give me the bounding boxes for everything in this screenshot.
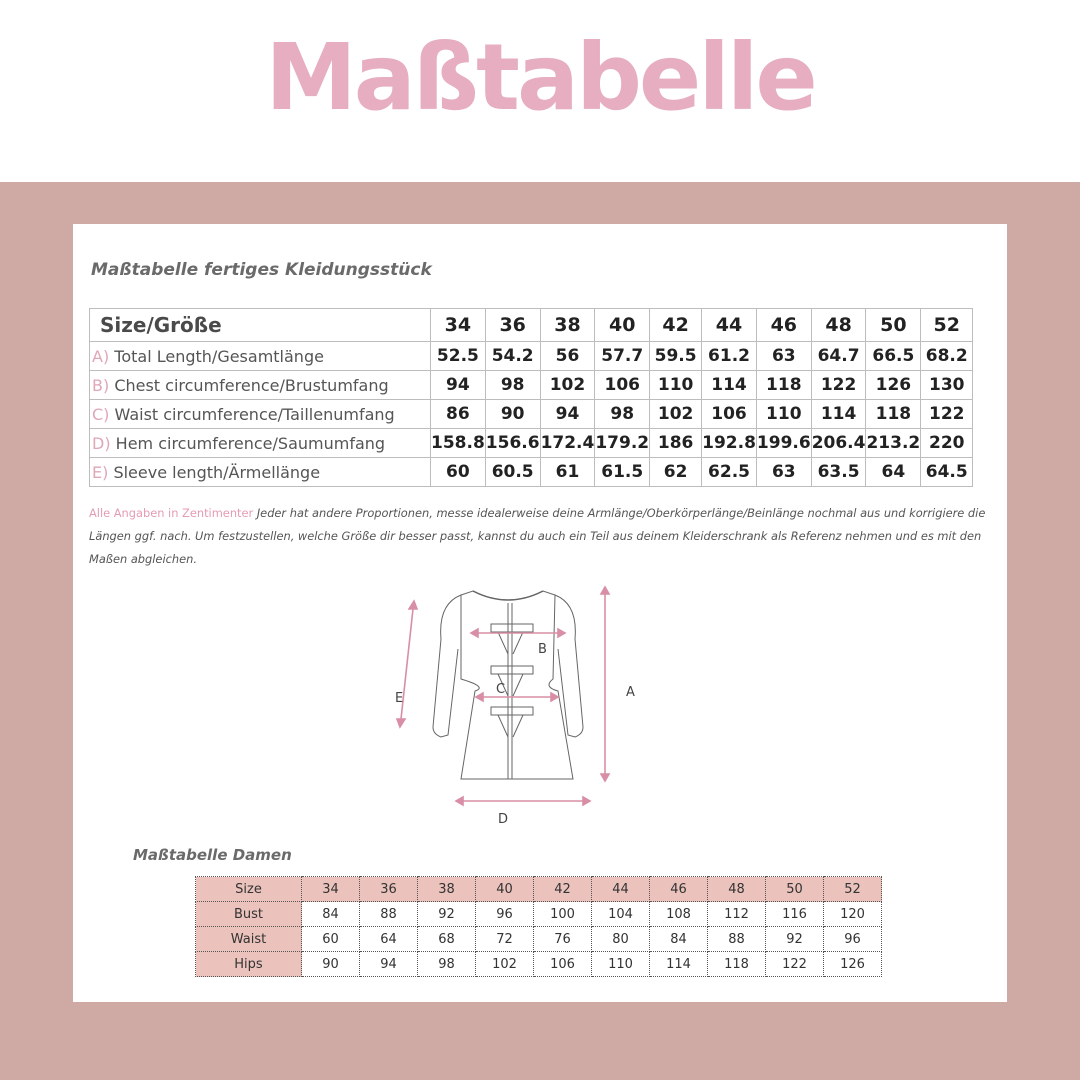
table-row — [90, 429, 973, 458]
note-highlight: Alle Angaben in Zentimenter — [89, 506, 254, 520]
value-cell: 96 — [476, 902, 534, 927]
row-label: C) Waist circumference/Taillenumfang — [90, 400, 431, 429]
value-cell: 68.2 — [921, 342, 973, 371]
size-chart-panel — [73, 224, 1007, 1002]
value-cell: 84 — [302, 902, 360, 927]
women-size-table — [195, 876, 882, 977]
garment-diagram — [383, 579, 683, 829]
value-cell: 102 — [540, 371, 595, 400]
table-row — [90, 371, 973, 400]
value-cell: 63 — [756, 458, 811, 487]
value-cell: 116 — [766, 902, 824, 927]
value-cell: 94 — [431, 371, 486, 400]
value-cell: 179.2 — [595, 429, 650, 458]
value-cell: 90 — [485, 400, 540, 429]
value-cell: 98 — [595, 400, 650, 429]
row-label: E) Sleeve length/Ärmellänge — [90, 458, 431, 487]
value-cell: 64.7 — [811, 342, 866, 371]
label-b: B — [538, 642, 547, 657]
value-cell: 60.5 — [485, 458, 540, 487]
size-cell: 34 — [302, 877, 360, 902]
value-cell: 120 — [824, 902, 882, 927]
value-cell: 98 — [418, 952, 476, 977]
value-cell: 206.4 — [811, 429, 866, 458]
value-cell: 106 — [702, 400, 757, 429]
value-cell: 62 — [650, 458, 702, 487]
table-row — [196, 927, 882, 952]
label-c: C — [496, 682, 506, 697]
value-cell: 54.2 — [485, 342, 540, 371]
value-cell: 220 — [921, 429, 973, 458]
value-cell: 80 — [592, 927, 650, 952]
value-cell: 72 — [476, 927, 534, 952]
size-cell: 38 — [418, 877, 476, 902]
size-cell: 46 — [756, 309, 811, 342]
table-row — [196, 952, 882, 977]
table-row — [90, 400, 973, 429]
size-cell: 38 — [540, 309, 595, 342]
value-cell: 126 — [824, 952, 882, 977]
value-cell: 64 — [360, 927, 418, 952]
value-cell: 63.5 — [811, 458, 866, 487]
value-cell: 110 — [592, 952, 650, 977]
value-cell: 76 — [534, 927, 592, 952]
size-cell: 42 — [650, 309, 702, 342]
women-table-title: Maßtabelle Damen — [133, 846, 292, 864]
row-label: D) Hem circumference/Saumumfang — [90, 429, 431, 458]
value-cell: 64.5 — [921, 458, 973, 487]
value-cell: 106 — [534, 952, 592, 977]
value-cell: 86 — [431, 400, 486, 429]
value-cell: 199.6 — [756, 429, 811, 458]
label-e: E — [395, 691, 404, 706]
value-cell: 112 — [708, 902, 766, 927]
value-cell: 100 — [534, 902, 592, 927]
size-cell: 40 — [476, 877, 534, 902]
size-cell: 40 — [595, 309, 650, 342]
value-cell: 108 — [650, 902, 708, 927]
value-cell: 114 — [650, 952, 708, 977]
value-cell: 96 — [824, 927, 882, 952]
size-cell: 48 — [811, 309, 866, 342]
value-cell: 130 — [921, 371, 973, 400]
value-cell: 84 — [650, 927, 708, 952]
table-row — [90, 342, 973, 371]
value-cell: 62.5 — [702, 458, 757, 487]
size-cell: 34 — [431, 309, 486, 342]
value-cell: 57.7 — [595, 342, 650, 371]
value-cell: 122 — [921, 400, 973, 429]
value-cell: 61.5 — [595, 458, 650, 487]
value-cell: 110 — [650, 371, 702, 400]
value-cell: 192.8 — [702, 429, 757, 458]
row-label: Waist — [196, 927, 302, 952]
table-header-row — [196, 877, 882, 902]
value-cell: 114 — [811, 400, 866, 429]
value-cell: 114 — [702, 371, 757, 400]
value-cell: 92 — [766, 927, 824, 952]
value-cell: 110 — [756, 400, 811, 429]
value-cell: 104 — [592, 902, 650, 927]
label-a: A — [626, 685, 635, 700]
value-cell: 61.2 — [702, 342, 757, 371]
value-cell: 56 — [540, 342, 595, 371]
value-cell: 94 — [540, 400, 595, 429]
value-cell: 102 — [650, 400, 702, 429]
table-header-row — [90, 309, 973, 342]
value-cell: 60 — [431, 458, 486, 487]
value-cell: 156.6 — [485, 429, 540, 458]
value-cell: 64 — [866, 458, 921, 487]
size-cell: 44 — [702, 309, 757, 342]
value-cell: 102 — [476, 952, 534, 977]
value-cell: 88 — [360, 902, 418, 927]
value-cell: 172.4 — [540, 429, 595, 458]
garment-size-table — [89, 308, 973, 487]
row-label: B) Chest circumference/Brustumfang — [90, 371, 431, 400]
value-cell: 60 — [302, 927, 360, 952]
value-cell: 213.2 — [866, 429, 921, 458]
value-cell: 68 — [418, 927, 476, 952]
size-cell: 36 — [485, 309, 540, 342]
row-label: A) Total Length/Gesamtlänge — [90, 342, 431, 371]
value-cell: 59.5 — [650, 342, 702, 371]
value-cell: 88 — [708, 927, 766, 952]
value-cell: 118 — [866, 400, 921, 429]
row-label: Bust — [196, 902, 302, 927]
size-cell: 36 — [360, 877, 418, 902]
value-cell: 94 — [360, 952, 418, 977]
measurement-note — [89, 502, 989, 571]
garment-table-title: Maßtabelle fertiges Kleidungsstück — [91, 260, 432, 280]
note-text: Jeder hat andere Proportionen, messe idealerweise deine Armlänge/Oberkörperlänge/Beinlänge nochmal aus und korrigiere die Längen ggf. nach. Um festzustellen, welche Größe dir besser passt, kannst du auch ein Teil aus deinem Kleiderschrank als Referenz nehmen und es mit den Maßen abgleichen. — [89, 506, 986, 566]
size-cell: 50 — [766, 877, 824, 902]
value-cell: 126 — [866, 371, 921, 400]
table-row — [196, 902, 882, 927]
size-cell: 42 — [534, 877, 592, 902]
table-row — [90, 458, 973, 487]
header-label: Size — [196, 877, 302, 902]
size-cell: 50 — [866, 309, 921, 342]
size-cell: 48 — [708, 877, 766, 902]
value-cell: 118 — [756, 371, 811, 400]
value-cell: 61 — [540, 458, 595, 487]
label-d: D — [498, 812, 509, 827]
value-cell: 63 — [756, 342, 811, 371]
size-cell: 52 — [824, 877, 882, 902]
value-cell: 90 — [302, 952, 360, 977]
size-cell: 46 — [650, 877, 708, 902]
value-cell: 122 — [766, 952, 824, 977]
value-cell: 186 — [650, 429, 702, 458]
value-cell: 66.5 — [866, 342, 921, 371]
row-label: Hips — [196, 952, 302, 977]
page-title: Maßtabelle — [265, 24, 815, 131]
value-cell: 98 — [485, 371, 540, 400]
value-cell: 92 — [418, 902, 476, 927]
value-cell: 52.5 — [431, 342, 486, 371]
size-cell: 52 — [921, 309, 973, 342]
value-cell: 158.8 — [431, 429, 486, 458]
value-cell: 106 — [595, 371, 650, 400]
value-cell: 122 — [811, 371, 866, 400]
value-cell: 118 — [708, 952, 766, 977]
header-label: Size/Größe — [90, 309, 431, 342]
size-cell: 44 — [592, 877, 650, 902]
